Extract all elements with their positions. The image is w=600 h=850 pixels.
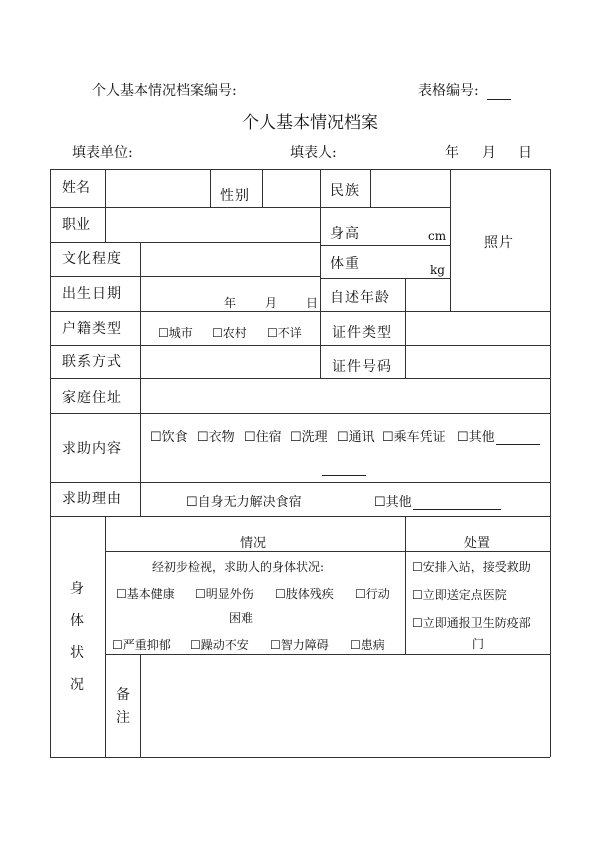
birth-day-label: 日: [306, 296, 319, 310]
contact-field[interactable]: [141, 346, 319, 377]
photo-label: 照片: [484, 235, 514, 251]
form-number-label: 表格编号:: [418, 83, 479, 99]
weight-label: 体重: [330, 256, 360, 272]
height-unit: cm: [428, 229, 447, 243]
filler-label: 填表人:: [290, 145, 337, 161]
help-option-food[interactable]: ☐饮食: [150, 430, 188, 445]
fill-unit-label: 填表单位:: [72, 145, 133, 161]
help-option-clothing[interactable]: ☐衣物: [197, 430, 235, 445]
help-option-other[interactable]: ☐其他: [457, 430, 495, 445]
body-option-depression[interactable]: ☐严重抑郁: [112, 638, 171, 652]
self-age-field[interactable]: [406, 279, 449, 310]
help-option-grooming[interactable]: ☐洗理: [290, 430, 328, 445]
ethnicity-field[interactable]: [371, 170, 449, 206]
help-reason-label: 求助理由: [62, 491, 122, 507]
ethnicity-label: 民族: [330, 183, 360, 199]
body-status-char-3: 状: [70, 645, 84, 661]
body-status-char-2: 体: [70, 613, 84, 629]
body-option-illness[interactable]: ☐患病: [350, 638, 385, 652]
body-intro-text: 经初步检视，求助人的身体状况:: [152, 560, 325, 574]
handling-option-health-dept[interactable]: ☐立即通报卫生防疫部: [412, 616, 531, 630]
height-label: 身高: [330, 226, 360, 242]
reason-option-other[interactable]: ☐其他: [374, 495, 412, 510]
id-number-field[interactable]: [406, 346, 549, 377]
education-label: 文化程度: [62, 251, 122, 267]
weight-unit: kg: [430, 263, 445, 277]
hukou-option-unknown[interactable]: ☐不详: [267, 326, 302, 340]
gender-field[interactable]: [263, 170, 319, 206]
id-type-field[interactable]: [406, 312, 549, 344]
reason-option-no-means[interactable]: ☐自身无力解决食宿: [186, 495, 302, 510]
fill-year-label: 年: [445, 145, 459, 161]
id-number-label: 证件号码: [332, 359, 392, 375]
remarks-char-2: 注: [116, 710, 130, 726]
fill-month-label: 月: [482, 145, 496, 161]
id-type-label: 证件类型: [332, 325, 392, 341]
birth-date-label: 出生日期: [62, 286, 122, 302]
gender-label: 性别: [220, 188, 250, 204]
occupation-field[interactable]: [106, 208, 319, 241]
occupation-label: 职业: [62, 217, 90, 233]
contact-label: 联系方式: [62, 354, 122, 370]
hukou-option-rural[interactable]: ☐农村: [212, 326, 247, 340]
help-other-blank-cont[interactable]: [322, 475, 366, 476]
photo-box[interactable]: [451, 170, 549, 310]
body-option-disabled[interactable]: ☐肢体残疾: [275, 587, 334, 601]
help-option-travel-ticket[interactable]: ☐乘车凭证: [382, 430, 446, 445]
address-field[interactable]: [141, 379, 549, 412]
form-number-blank[interactable]: [487, 99, 511, 100]
handling-option-health-dept-cont: 门: [472, 637, 485, 651]
body-option-injury[interactable]: ☐明显外伤: [195, 587, 254, 601]
birth-month-label: 月: [265, 296, 278, 310]
help-option-communication[interactable]: ☐通讯: [337, 430, 375, 445]
body-option-mobility-cont: 困难: [229, 611, 254, 625]
body-option-intellectual[interactable]: ☐智力障碍: [270, 638, 329, 652]
reason-other-blank[interactable]: [413, 509, 501, 510]
fill-day-label: 日: [518, 145, 532, 161]
body-option-healthy[interactable]: ☐基本健康: [116, 587, 175, 601]
education-field[interactable]: [141, 243, 319, 275]
birth-year-label: 年: [224, 296, 237, 310]
hukou-option-city[interactable]: ☐城市: [158, 326, 193, 340]
body-status-char-4: 况: [70, 677, 84, 693]
handling-option-admit[interactable]: ☐安排入站，接受救助: [412, 560, 531, 574]
situation-header: 情况: [240, 536, 267, 551]
archive-number-label: 个人基本情况档案编号:: [92, 83, 237, 99]
self-age-label: 自述年龄: [330, 290, 390, 306]
body-status-char-1: 身: [70, 581, 84, 597]
help-content-label: 求助内容: [62, 441, 122, 457]
address-label: 家庭住址: [62, 390, 122, 406]
handling-option-hospital[interactable]: ☐立即送定点医院: [412, 588, 507, 602]
help-other-blank[interactable]: [496, 444, 540, 445]
body-option-agitated[interactable]: ☐躁动不安: [190, 638, 249, 652]
remarks-char-1: 备: [116, 687, 130, 703]
remarks-field[interactable]: [141, 655, 549, 756]
page-title: 个人基本情况档案: [242, 113, 378, 133]
help-option-lodging[interactable]: ☐住宿: [244, 430, 282, 445]
body-option-mobility[interactable]: ☐行动: [355, 587, 390, 601]
hukou-type-label: 户籍类型: [62, 321, 122, 337]
handling-header: 处置: [464, 536, 491, 551]
name-field[interactable]: [106, 170, 209, 206]
name-label: 姓名: [62, 180, 90, 196]
